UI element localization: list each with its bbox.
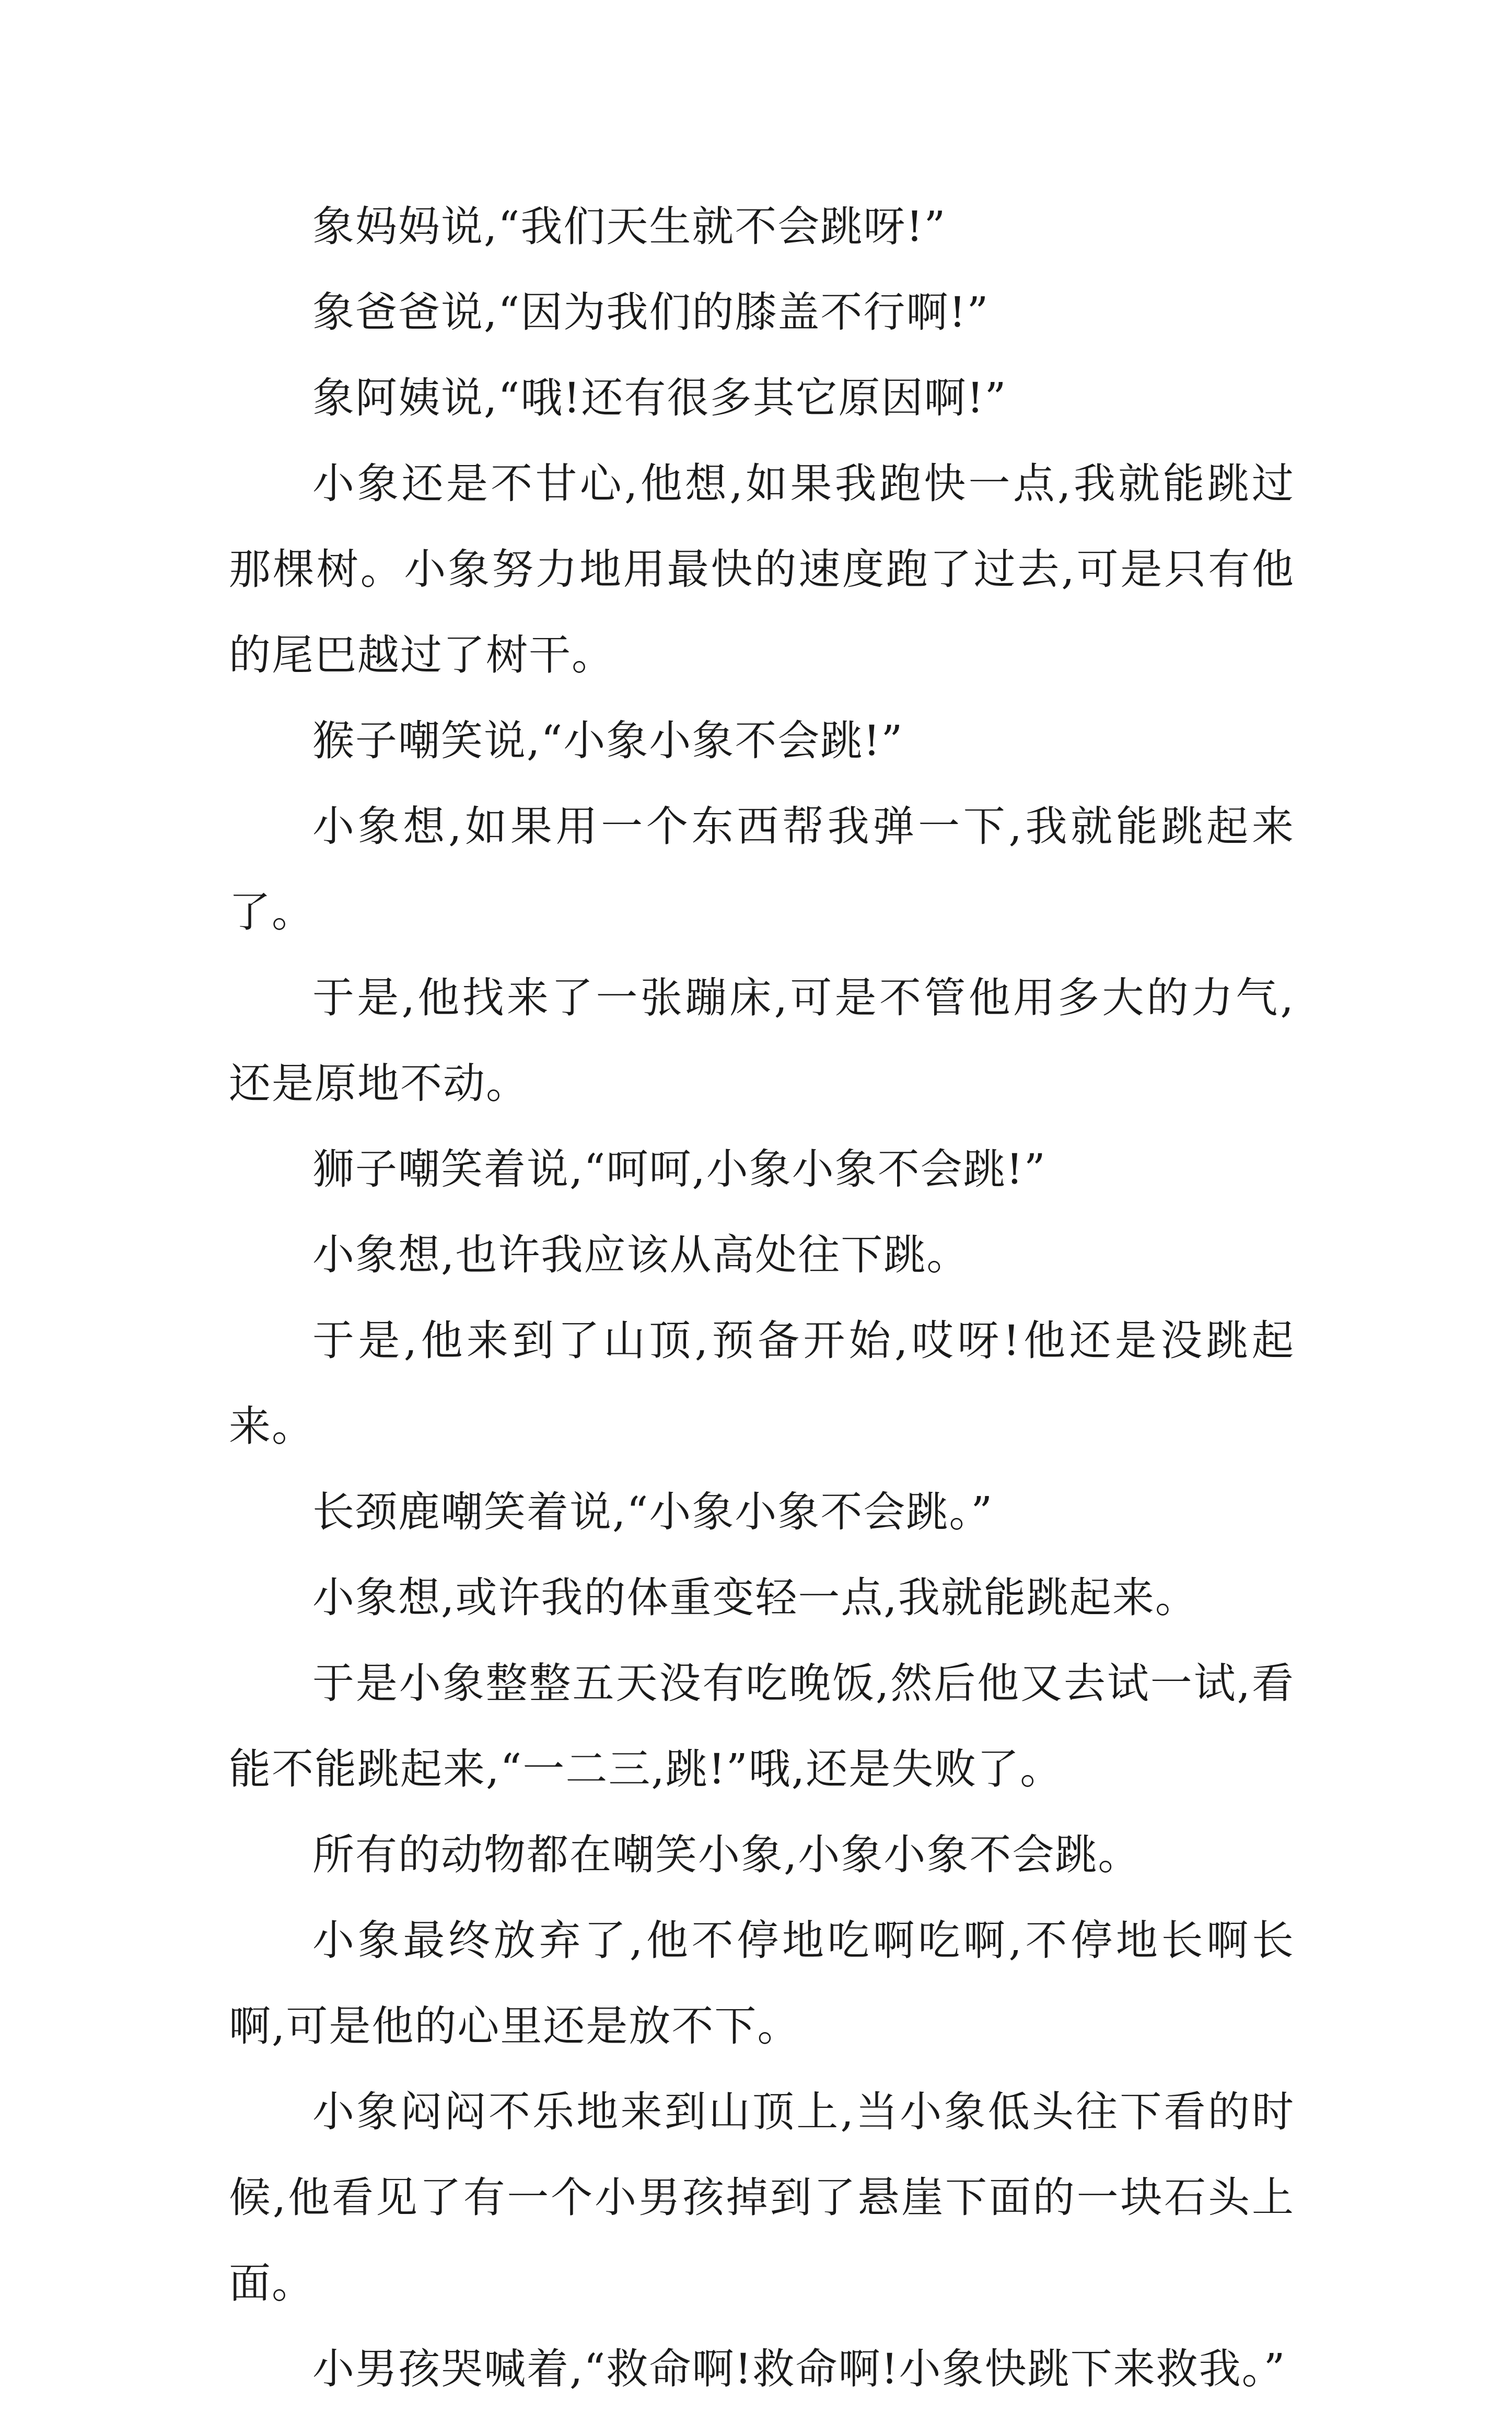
paragraph: 小象最终放弃了,他不停地吃啊吃啊,不停地长啊长啊,可是他的心里还是放不下。 [229, 1916, 1295, 2050]
paragraph: 小象想,也许我应该从高处往下跳。 [312, 1231, 970, 1279]
paragraph: 长颈鹿嘲笑着说,“小象小象不会跳。” [312, 1488, 994, 1536]
paragraph: 狮子嘲笑着说,“呵呵,小象小象不会跳!” [312, 1145, 1046, 1193]
paragraph: 于是,他找来了一张蹦床,可是不管他用多大的力气,还是原地不动。 [229, 973, 1295, 1108]
paragraph: 象阿姨说,“哦!还有很多其它原因啊!” [312, 374, 1007, 422]
paragraph: 象爸爸说,“因为我们的膝盖不行啊!” [312, 288, 990, 337]
paragraph: 小男孩哭喊着,“救命啊!救命啊!小象快跳下来救我。” [312, 2345, 1286, 2393]
paragraph: 于是,他来到了山顶,预备开始,哎呀!他还是没跳起来。 [229, 1316, 1295, 1451]
paragraph: 象妈妈说,“我们天生就不会跳呀!” [312, 202, 947, 251]
paragraph: 小象闷闷不乐地来到山顶上,当小象低头往下看的时候,他看见了有一个小男孩掉到了悬崖下面的一块石头上面。 [229, 2088, 1295, 2307]
paragraph: 于是小象整整五天没有吃晚饭,然后他又去试一试,看能不能跳起来,“一二三,跳!”哦,还是失败了。 [229, 1659, 1295, 1793]
paragraph: 所有的动物都在嘲笑小象,小象小象不会跳。 [312, 1830, 1141, 1879]
story-text [229, 184, 1295, 2412]
paragraph: 猴子嘲笑说,“小象小象不会跳!” [312, 716, 904, 765]
paragraph: 小象还是不甘心,他想,如果我跑快一点,我就能跳过那棵树。小象努力地用最快的速度跑了过去,可是只有他的尾巴越过了树干。 [229, 459, 1295, 679]
paragraph: 小象想,或许我的体重变轻一点,我就能跳起来。 [312, 1573, 1198, 1622]
paragraph: 小象想,如果用一个东西帮我弹一下,我就能跳起来了。 [229, 802, 1295, 936]
